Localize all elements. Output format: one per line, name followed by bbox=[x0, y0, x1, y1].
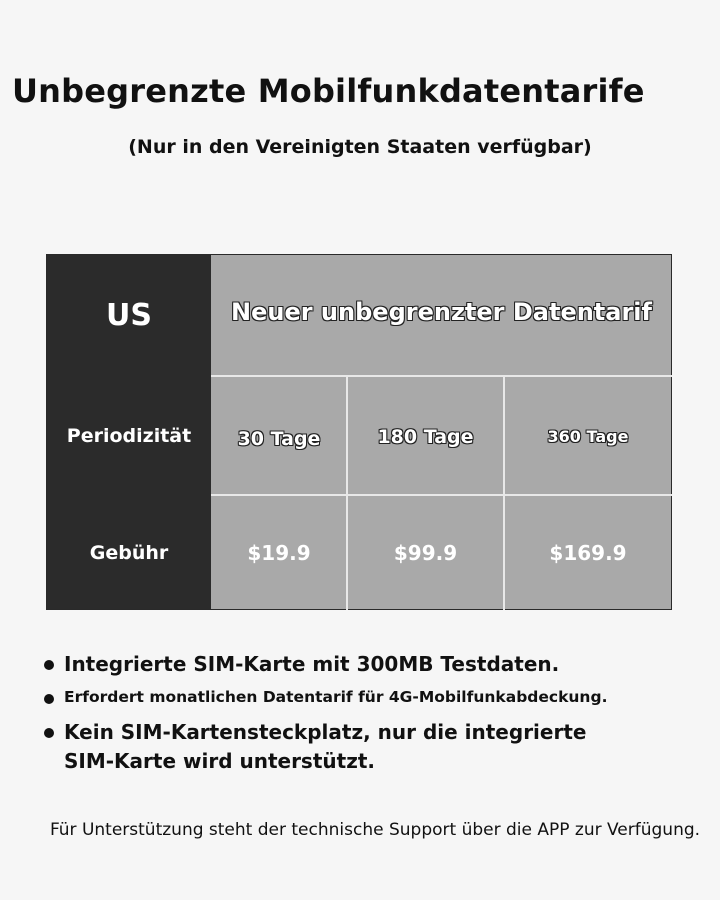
plan-name-header: Neuer unbegrenzter Datentarif bbox=[231, 297, 652, 326]
period-label: Periodizität bbox=[66, 424, 192, 447]
feature-text: Kein SIM-Kartensteckplatz, nur die integrierte SIM-Karte wird unterstützt. bbox=[64, 720, 587, 773]
bullet-dot-icon bbox=[44, 694, 54, 704]
period-180-days: 180 Tage bbox=[377, 425, 474, 448]
page-subtitle bbox=[0, 136, 720, 158]
list-item bbox=[44, 688, 704, 706]
period-30-days: 30 Tage bbox=[237, 427, 321, 450]
plan-table bbox=[46, 254, 672, 610]
page-title: Unbegrenzte Mobilfunkdatentarife bbox=[12, 72, 645, 110]
list-item bbox=[44, 718, 704, 776]
period-360-days: 360 Tage bbox=[547, 427, 629, 446]
feature-text: Integrierte SIM-Karte mit 300MB Testdaten. bbox=[64, 652, 560, 676]
bullet-dot-icon bbox=[44, 728, 54, 738]
feature-text: Erfordert monatlichen Datentarif für 4G-Mobilfunkabdeckung. bbox=[64, 688, 608, 706]
support-note: Für Unterstützung steht der technische Support über die APP zur Verfügung. bbox=[49, 820, 701, 840]
subtitle-text: (Nur in den Vereinigten Staaten verfügbar) bbox=[128, 136, 592, 158]
fee-30-days: $19.9 bbox=[247, 540, 311, 565]
list-item bbox=[44, 652, 704, 676]
fee-360-days: $169.9 bbox=[549, 540, 627, 565]
fee-180-days: $99.9 bbox=[393, 540, 458, 565]
feature-list bbox=[44, 652, 704, 776]
bullet-dot-icon bbox=[44, 660, 54, 670]
region-label: US bbox=[106, 298, 152, 333]
fee-label: Gebühr bbox=[89, 541, 169, 564]
